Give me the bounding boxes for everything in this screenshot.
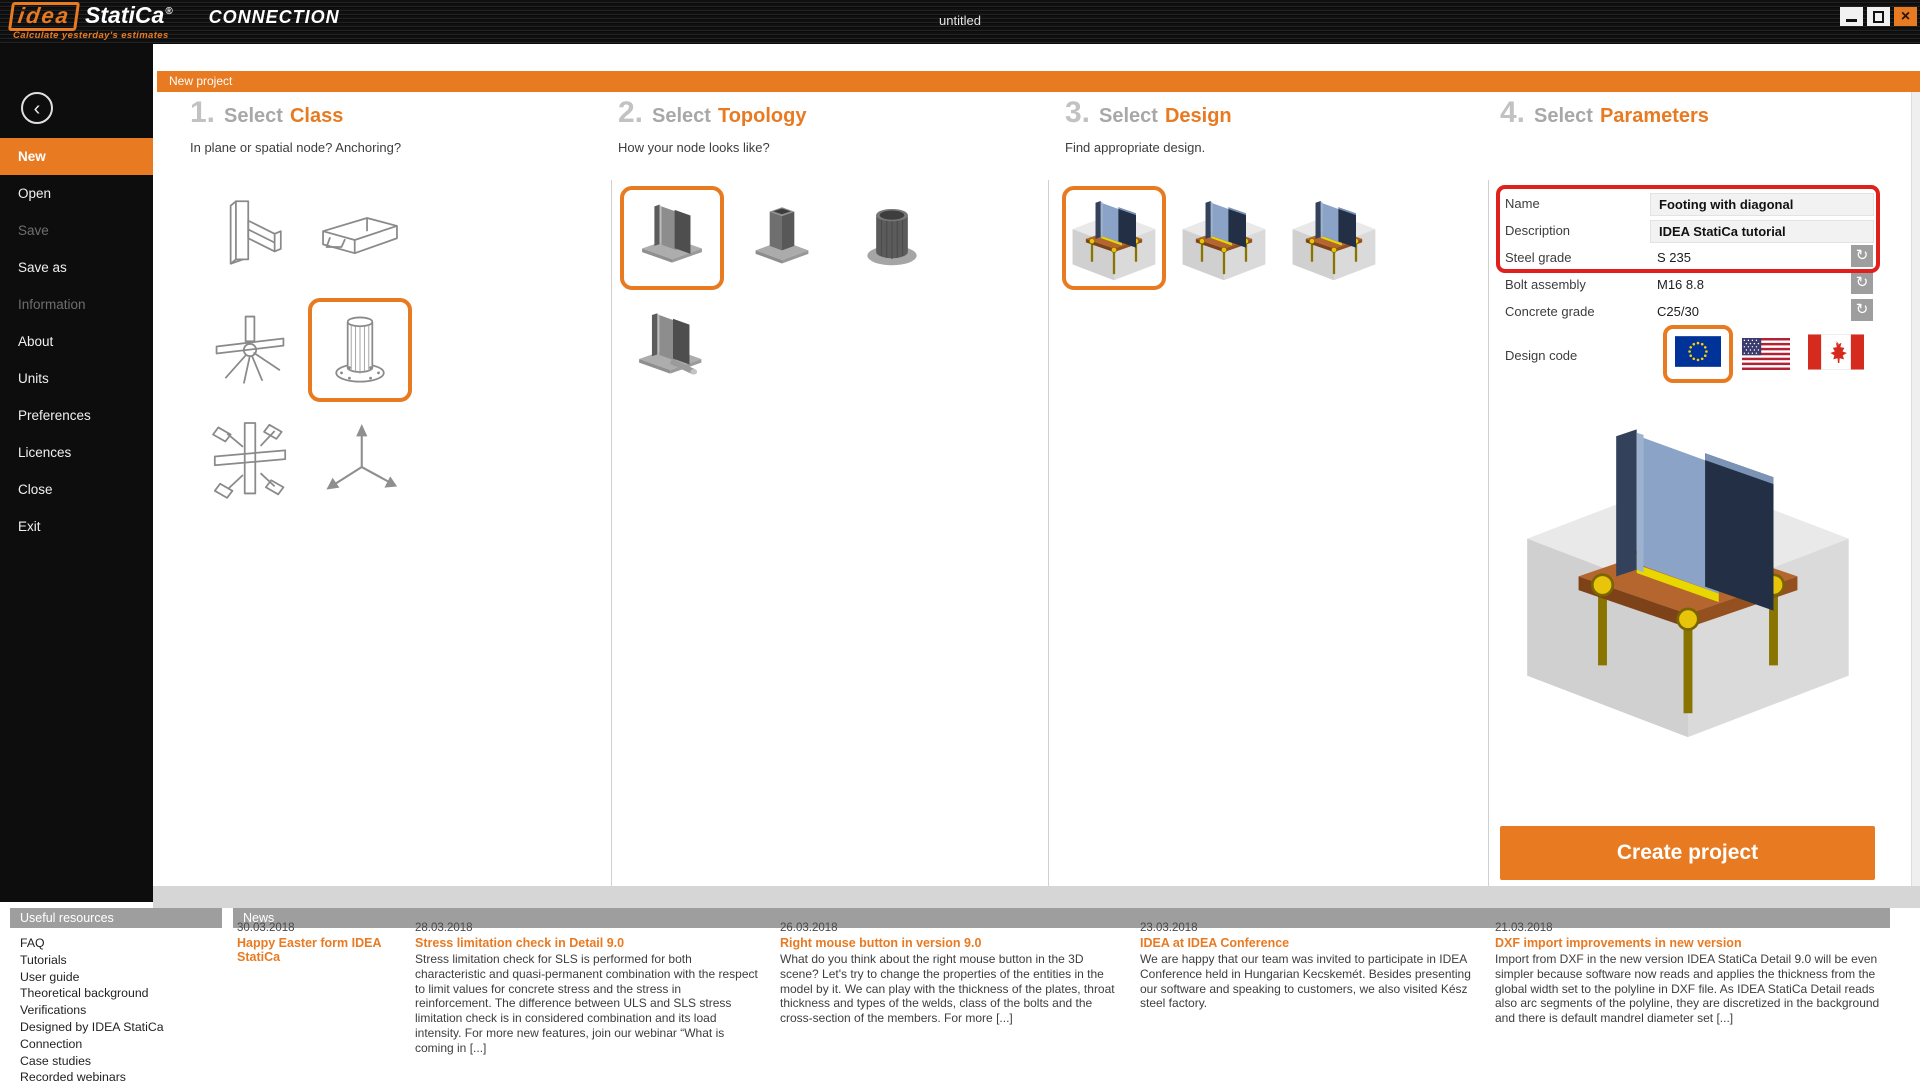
i-column-diagonal-icon bbox=[628, 304, 716, 392]
design-3d-preview bbox=[1512, 402, 1864, 744]
news-title-link[interactable]: Happy Easter form IDEA StatiCa bbox=[237, 936, 382, 964]
statica-logo-text: StatiCa® bbox=[85, 2, 173, 28]
news-body: What do you think about the right mouse button in the 3D scene? Let's try to change the properties of the entities in the model by it. We can play with the thickness of the plates, throat thickness and types of the welds, class of the bolts and the cross-section of the members. For more [...] bbox=[780, 952, 1115, 1026]
news-date: 28.03.2018 bbox=[415, 922, 473, 934]
maximize-button[interactable] bbox=[1867, 7, 1890, 26]
sidebar-item-about[interactable]: About bbox=[18, 334, 54, 349]
axes-node-icon bbox=[316, 416, 404, 504]
news-date: 30.03.2018 bbox=[237, 922, 295, 934]
step4-keyword: Parameters bbox=[1599, 105, 1709, 127]
content-bottom-strip bbox=[153, 886, 1920, 908]
box-column-base-plate-icon bbox=[738, 194, 826, 282]
bolt-assembly-label: Bolt assembly bbox=[1505, 277, 1586, 292]
sidebar-item-open[interactable]: Open bbox=[18, 186, 52, 201]
class-option-frame-knee-joint[interactable] bbox=[198, 188, 302, 292]
minimize-icon bbox=[1846, 19, 1857, 22]
bolt-assembly-refresh-button[interactable]: ↻ bbox=[1851, 272, 1873, 294]
step2-number: 2. bbox=[618, 96, 644, 129]
step3-heading bbox=[1065, 96, 1232, 130]
eu-flag-icon bbox=[1675, 336, 1721, 367]
class-option-star-node[interactable] bbox=[198, 298, 302, 402]
class-option-beam-splice[interactable] bbox=[308, 188, 412, 292]
step1-subtitle: In plane or spatial node? Anchoring? bbox=[190, 140, 402, 155]
concrete-grade-label: Concrete grade bbox=[1505, 304, 1595, 319]
news-body: Stress limitation check for SLS is performed for both characteristic and quasi-permanent combination with the respect to limit values for concrete stress and the stress in reinforcement. The difference between ULS and SLS stress limitation check is in considered combination and its load intensity. For more new features, join our webinar “What is coming in [...] bbox=[415, 952, 758, 1055]
news-panel bbox=[233, 908, 1890, 1080]
sidebar-item-save: Save bbox=[18, 223, 49, 238]
bolt-assembly-value: M16 8.8 bbox=[1657, 277, 1704, 292]
step3-keyword: Design bbox=[1164, 105, 1232, 127]
resource-link-theoretical-background[interactable]: Theoretical background bbox=[20, 986, 149, 1001]
step2-heading bbox=[618, 96, 806, 130]
news-item bbox=[237, 922, 405, 966]
sidebar-item-information: Information bbox=[18, 297, 86, 312]
us-flag-icon bbox=[1740, 338, 1792, 370]
news-title-link[interactable]: Stress limitation check in Detail 9.0 bbox=[415, 936, 625, 950]
new-project-tab: New project bbox=[157, 71, 1920, 92]
minimize-button[interactable] bbox=[1840, 7, 1863, 26]
news-title-link[interactable]: Right mouse button in version 9.0 bbox=[780, 936, 982, 950]
close-button[interactable]: × bbox=[1894, 7, 1917, 26]
sidebar-item-exit[interactable]: Exit bbox=[18, 519, 41, 534]
star-node-icon bbox=[206, 306, 294, 394]
footing-design-3-thumbnail bbox=[1290, 194, 1378, 282]
class-option-axes-node[interactable] bbox=[308, 408, 412, 512]
useful-resources-panel bbox=[10, 908, 222, 1085]
topology-option-i-column-diagonal[interactable] bbox=[620, 296, 724, 400]
news-date: 23.03.2018 bbox=[1140, 922, 1198, 934]
column-separator bbox=[1048, 180, 1049, 888]
topology-option-i-column-selected[interactable] bbox=[620, 186, 724, 290]
class-option-anchoring-cylinder-selected[interactable] bbox=[308, 298, 412, 402]
sidebar bbox=[0, 44, 153, 902]
product-name: CONNECTION bbox=[208, 7, 340, 27]
resource-link-faq[interactable]: FAQ bbox=[20, 936, 45, 950]
news-item bbox=[1495, 922, 1885, 1026]
news-item bbox=[1140, 922, 1480, 1011]
design-code-eurocode-selected[interactable] bbox=[1663, 325, 1733, 383]
step2-select-word: Select bbox=[652, 105, 711, 127]
topology-option-tube-column[interactable] bbox=[840, 186, 944, 290]
step2-subtitle: How your node looks like? bbox=[618, 140, 770, 155]
maximize-icon bbox=[1873, 11, 1884, 23]
registered-mark: ® bbox=[165, 6, 173, 18]
news-item bbox=[415, 922, 760, 1056]
create-project-button[interactable]: Create project bbox=[1500, 826, 1875, 880]
resource-link-recorded-webinars[interactable]: Recorded webinars bbox=[20, 1070, 126, 1085]
news-title-link[interactable]: DXF import improvements in new version bbox=[1495, 936, 1742, 950]
spatial-node-icon bbox=[206, 416, 294, 504]
idea-logo-mark: idea bbox=[8, 2, 80, 31]
beam-splice-icon bbox=[316, 196, 404, 284]
step4-select-word: Select bbox=[1534, 105, 1593, 127]
back-button[interactable]: ‹ bbox=[21, 92, 53, 124]
step4-heading bbox=[1500, 96, 1709, 130]
canada-flag-icon bbox=[1808, 334, 1864, 370]
news-body: Import from DXF in the new version IDEA StatiCa Detail 9.0 will be even simpler because software now reads and applies the thickness from the global width set to the polyline in DXF file. As IDEA StatiCa Detail reads also arc segments of the polyline, they are discretized in the background and there is default mandrel diameter set [...] bbox=[1495, 952, 1880, 1026]
scrollbar-track[interactable] bbox=[1911, 92, 1920, 886]
steel-grade-refresh-button[interactable]: ↻ bbox=[1851, 245, 1873, 267]
step4-number: 4. bbox=[1500, 96, 1526, 129]
sidebar-item-licences[interactable]: Licences bbox=[18, 445, 72, 460]
frame-knee-joint-icon bbox=[206, 196, 294, 284]
i-column-base-plate-icon bbox=[628, 194, 716, 282]
step3-select-word: Select bbox=[1099, 105, 1158, 127]
sidebar-menu bbox=[0, 138, 153, 545]
steel-grade-value: S 235 bbox=[1657, 250, 1691, 265]
sidebar-item-close[interactable]: Close bbox=[18, 482, 53, 497]
step3-subtitle: Find appropriate design. bbox=[1065, 140, 1206, 155]
news-date: 21.03.2018 bbox=[1495, 922, 1553, 934]
column-separator bbox=[1488, 180, 1489, 888]
sidebar-item-save-as[interactable]: Save as bbox=[18, 260, 67, 275]
design-code-aisc-us[interactable] bbox=[1740, 338, 1792, 375]
window-title: untitled bbox=[939, 13, 981, 28]
resource-link-designed-by[interactable]: Designed by IDEA StatiCa Connection bbox=[20, 1019, 164, 1051]
design-option-3[interactable] bbox=[1282, 186, 1386, 290]
resource-link-case-studies[interactable]: Case studies bbox=[20, 1053, 92, 1068]
step2-keyword: Topology bbox=[717, 105, 807, 127]
name-label: Name bbox=[1505, 196, 1540, 211]
resource-link-user-guide[interactable]: User guide bbox=[20, 969, 80, 984]
news-title-link[interactable]: IDEA at IDEA Conference bbox=[1140, 936, 1290, 950]
footing-design-1-thumbnail bbox=[1070, 194, 1158, 282]
footing-design-2-thumbnail bbox=[1180, 194, 1268, 282]
news-date: 26.03.2018 bbox=[780, 922, 838, 934]
name-input[interactable] bbox=[1650, 193, 1874, 216]
step1-heading bbox=[190, 96, 343, 130]
description-input[interactable] bbox=[1650, 220, 1874, 243]
anchoring-cylinder-icon bbox=[316, 306, 404, 394]
step1-keyword: Class bbox=[289, 105, 344, 127]
step1-number: 1. bbox=[190, 96, 216, 129]
sidebar-item-new[interactable]: New bbox=[0, 138, 153, 175]
design-option-2[interactable] bbox=[1172, 186, 1276, 290]
design-code-label: Design code bbox=[1505, 348, 1578, 363]
class-option-spatial-node[interactable] bbox=[198, 408, 302, 512]
brand-tagline: Calculate yesterday's estimates bbox=[13, 30, 169, 41]
useful-resources-header: Useful resources bbox=[10, 908, 222, 928]
class-options-grid bbox=[198, 188, 412, 512]
concrete-grade-refresh-button[interactable]: ↻ bbox=[1851, 299, 1873, 321]
news-item bbox=[780, 922, 1125, 1026]
concrete-grade-value: C25/30 bbox=[1657, 304, 1699, 319]
design-code-csa-canada[interactable] bbox=[1808, 334, 1864, 375]
topology-option-box-column[interactable] bbox=[730, 186, 834, 290]
sidebar-item-preferences[interactable]: Preferences bbox=[18, 408, 91, 423]
steel-grade-label: Steel grade bbox=[1505, 250, 1572, 265]
news-header: News bbox=[233, 908, 1890, 928]
design-option-1-selected[interactable] bbox=[1062, 186, 1166, 290]
sidebar-item-units[interactable]: Units bbox=[18, 371, 49, 386]
tube-column-base-plate-icon bbox=[848, 194, 936, 282]
design-options-grid bbox=[1062, 186, 1386, 290]
step1-select-word: Select bbox=[224, 105, 283, 127]
description-label: Description bbox=[1505, 223, 1571, 238]
resource-link-tutorials[interactable]: Tutorials bbox=[20, 952, 67, 967]
resource-link-verifications[interactable]: Verifications bbox=[20, 1003, 87, 1018]
topology-options-grid bbox=[620, 186, 944, 400]
resources-list bbox=[10, 928, 222, 1086]
title-bar bbox=[0, 0, 1920, 44]
news-body: We are happy that our team was invited to participate in IDEA Conference held in Hungarian Kecskemét. Besides presenting our software and speaking to customers, we also visited Kész steel factory. bbox=[1140, 952, 1471, 1011]
column-separator bbox=[611, 180, 612, 888]
step3-number: 3. bbox=[1065, 96, 1091, 129]
